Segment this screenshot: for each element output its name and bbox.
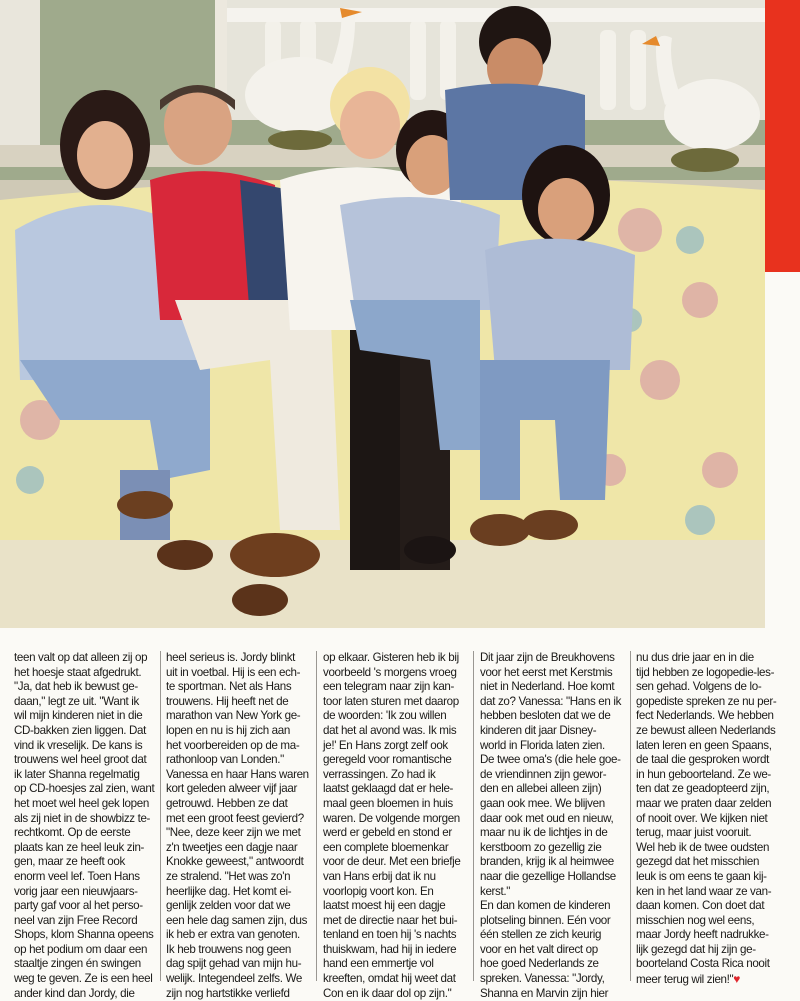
article-column-2 (166, 651, 312, 1000)
column-5-text (636, 651, 784, 988)
end-heart-icon: ♥ (733, 972, 741, 987)
article-body (14, 651, 786, 1000)
column-3-text: op elkaar. Gisteren heb ik bij voorbeeld 's morgens vroeg een telegram naar zijn kan- toor laten sturen met daarop de woorden: 'Ik zou willen dat het al avond was. Ik mis je!' En Hans zorgt zelf ook geregeld voor romantische verrassingen. Zo had ik laatst geklaagd dat er hele- maal geen bloemen in huis waren. De volgende morgen werd er gebeld en stond er een complete bloemenkar voor de deur. Met een briefje van Hans erbij dat ik nu voorlopig voort kon. En laatst moest hij een dagje met de directie naar het bui- tenland en toen hij 's nachts thuiskwam, had hij in iedere hand een emmertje vol kreeften, omdat hij weet dat Con en ik daar dol op zijn." (323, 651, 461, 1000)
column-4-text: Dit jaar zijn de Breukhovens voor het eerst met Kerstmis niet in Nederland. Hoe komt dat zo? Vanessa: "Hans en ik hebben besloten dat we de kinderen dit jaar Disney- world in Florida laten zien. De twee oma's (die hele goe- de vriendinnen zijn gewor- den en allebei alleen zijn) gaan ook mee. We blijven daar ook met oud en nieuw, maar nu ik de lichtjes in de kerstboom zo gezellig zie branden, krijg ik al heimwee naar die gezellige Hollandse kerst." En dan komen de kinderen plotseling binnen. Eén voor één stellen ze zich keurig voor en het valt direct op hoe goed Nederlands ze spreken. Vanessa: "Jordy, Shanna en Marvin zijn hier (480, 651, 622, 1000)
column-2-text: heel serieus is. Jordy blinkt uit in voetbal. Hij is een ech- te sportman. Net als Hans trouwens. Hij heeft net de marathon van New York ge- lopen en nu is hij zich aan het voorbereiden op de ma- rathonloop van Londen." Vanessa en haar Hans waren kort geleden alweer vijf jaar getrouwd. Hebben ze dat met een groot feest gevierd? "Nee, deze keer zijn we met z'n tweetjes een dagje naar Knokke geweest," antwoordt ze stralend. "Het was zo'n heerlijke dag. Het komt ei- genlijk zelden voor dat we een hele dag samen zijn, dus ik heb er extra van genoten. Ik heb trouwens nog geen dag spijt gehad van mijn hu- welijk. Integendeel zelfs. We zijn nog hartstikke verliefd (166, 651, 309, 1000)
article-column-1 (14, 651, 156, 1000)
column-5-body: nu dus drie jaar en in die tijd hebben ze logopedie-les- sen gehad. Volgens de lo- gopediste spreken ze nu per- fect Nederlands. We hebben ze bewust alleen Nederlands laten leren en geen Spaans, de taal die gesproken wordt in hun geboorteland. Ze we- ten dat ze geadopteerd zijn, maar we praten daar zelden of nooit over. We kijken niet terug, maar juist vooruit. Wel heb ik de twee oudsten gezegd dat het misschien leuk is om eens te gaan kij- ken in het land waar ze van- daan komen. Con doet dat misschien nog wel eens, maar Jordy heeft nadrukke- lijk gezegd dat hij zijn ge- boorteland Costa Rica nooit meer terug wil zien!" (636, 651, 777, 987)
article-column-4 (480, 651, 626, 1000)
article-column-5 (636, 651, 784, 987)
red-accent-bar (765, 0, 800, 272)
column-divider (473, 651, 474, 981)
column-divider (630, 651, 631, 981)
column-1-text: teen valt op dat alleen zij op het hoesje staat afgedrukt. "Ja, dat heb ik bewust ge- daan," legt ze uit. "Want ik wil mijn kinderen niet in die CD-bakken zien liggen. Dat vind ik vreselijk. De kans is trouwens wel heel groot dat ik later Shanna regelmatig op CD-hoesjes zal zien, want het moet wel heel gek lopen als zij niet in de showbizz te- rechtkomt. Op de eerste plaats kan ze heel leuk zin- gen, maar ze heeft ook enorm veel lef. Toen Hans vorig jaar een nieuwjaars- party gaf voor al het perso- neel van zijn Free Record Shops, klom Shanna opeens op het podium om daar een staaltje zingen én swingen weg te geven. Ze is een heel ander kind dan Jordy, die (14, 651, 155, 1000)
article-column-3 (323, 651, 469, 1000)
column-divider (316, 651, 317, 981)
column-divider (160, 651, 161, 981)
